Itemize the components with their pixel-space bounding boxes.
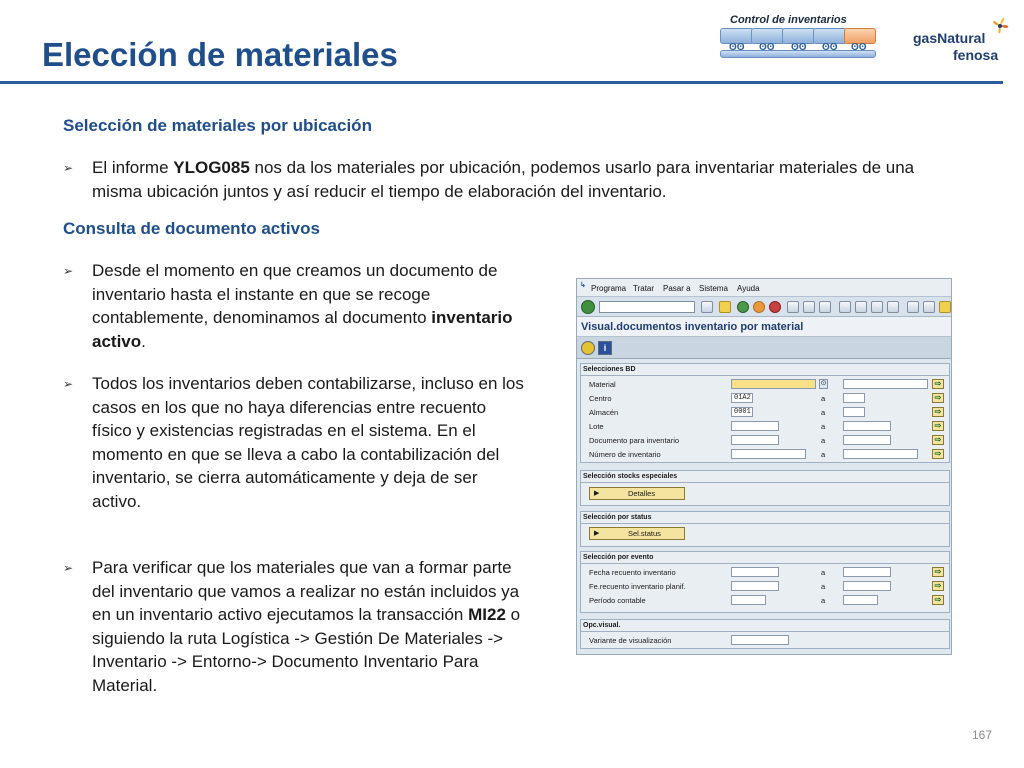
progress-icon: ʘʘ — [822, 42, 838, 53]
bullet-arrow-icon: ➢ — [63, 561, 74, 575]
shortcut-icon[interactable] — [923, 301, 935, 313]
new-session-icon[interactable] — [907, 301, 919, 313]
page-number: 167 — [972, 728, 993, 742]
previous-page-icon[interactable] — [855, 301, 867, 313]
group-title: Selecciones BD — [583, 366, 636, 373]
execute-icon[interactable] — [581, 341, 595, 355]
sap-menu-tratar[interactable]: Tratar — [633, 284, 655, 293]
section-heading-active-docs: Consulta de documento activos — [63, 219, 320, 238]
multiple-selection-icon[interactable]: ⇨ — [932, 421, 944, 431]
field-label-planned-count-date: Fe.recuento inventario planif. — [589, 582, 686, 591]
field-label-centro: Centro — [589, 394, 612, 403]
back-icon[interactable] — [737, 301, 749, 313]
group-event-selection — [580, 551, 950, 613]
sap-title-bar — [577, 317, 951, 337]
group-title: Selección por evento — [583, 554, 654, 561]
centro-to-input[interactable] — [843, 393, 865, 403]
group-display-options — [580, 619, 950, 649]
first-page-icon[interactable] — [839, 301, 851, 313]
progress-icon: ʘʘ — [851, 42, 867, 53]
sap-menu-programa[interactable]: Programa — [591, 284, 627, 293]
sap-menu-ayuda[interactable]: Ayuda — [737, 284, 760, 293]
bullet-arrow-icon: ➢ — [63, 377, 74, 391]
bullet-active-inventory — [63, 259, 533, 353]
centro-from-input[interactable]: 01A2 — [731, 393, 753, 403]
sap-menu-pasar-a[interactable]: Pasar a — [663, 284, 691, 293]
field-label-material: Material — [589, 380, 616, 389]
command-field[interactable] — [599, 301, 695, 313]
range-to-label: a — [821, 596, 826, 605]
multiple-selection-icon[interactable]: ⇨ — [932, 449, 944, 459]
inventory-document-from-input[interactable] — [731, 435, 779, 445]
range-to-label: a — [821, 450, 826, 459]
details-button[interactable] — [589, 487, 685, 500]
status-selection-button[interactable] — [589, 527, 685, 540]
sap-standard-toolbar — [577, 297, 951, 317]
progress-icon: ʘʘ — [729, 42, 745, 53]
logo-text-line2: fenosa — [953, 47, 999, 63]
multiple-selection-icon[interactable]: ⇨ — [932, 595, 944, 605]
field-label-inventory-document: Documento para inventario — [589, 436, 680, 445]
group-special-stocks — [580, 470, 950, 506]
lote-from-input[interactable] — [731, 421, 779, 431]
group-divider — [581, 563, 949, 564]
group-divider — [581, 375, 949, 376]
almacen-to-input[interactable] — [843, 407, 865, 417]
sap-application-toolbar — [577, 337, 951, 359]
inventory-number-from-input[interactable] — [731, 449, 806, 459]
multiple-selection-icon[interactable]: ⇨ — [932, 581, 944, 591]
bullet-text: Desde el momento en que creamos un documento de inventario hasta el instante en que se recoge contablemente, denominamos al documento inventario activo. — [92, 261, 513, 351]
field-label-count-date: Fecha recuento inventario — [589, 568, 676, 577]
logo-text-line1: gasNatural — [913, 30, 986, 46]
range-to-label: a — [821, 582, 826, 591]
group-divider — [581, 631, 949, 632]
planned-count-date-from-input[interactable] — [731, 581, 779, 591]
expand-icon: ▶ — [594, 490, 600, 497]
sap-logo-icon: ↳ — [580, 282, 586, 289]
field-label-almacen: Almacén — [589, 408, 619, 417]
slide-title: Elección de materiales — [42, 36, 398, 73]
bullet-arrow-icon: ➢ — [63, 264, 74, 278]
range-to-label: a — [821, 436, 826, 445]
range-to-label: a — [821, 408, 826, 417]
info-icon[interactable]: i — [598, 341, 612, 355]
bullet-ylog085 — [63, 156, 943, 203]
expand-icon: ▶ — [594, 530, 600, 537]
section-heading-location: Selección de materiales por ubicación — [63, 116, 372, 135]
field-label-lote: Lote — [589, 422, 604, 431]
company-logo — [913, 16, 1009, 64]
next-page-icon[interactable] — [871, 301, 883, 313]
dropdown-icon[interactable] — [701, 301, 713, 313]
fiscal-period-from-input[interactable] — [731, 595, 766, 605]
bullet-text: El informe YLOG085 nos da los materiales por ubicación, podemos usarlo para inventariar materiales de una misma ubicación juntos y así reducir el tiempo de elaboración del inventario. — [92, 158, 915, 201]
sap-screen-title: Visual.documentos inventario por material — [581, 321, 804, 333]
flower-icon — [987, 12, 1013, 38]
exit-icon[interactable] — [753, 301, 765, 313]
bullet-mi22 — [63, 556, 533, 697]
bullet-text: Todos los inventarios deben contabilizarse, incluso en los casos en los que no haya diferencias entre recuento físico y existencias registradas en el sistema. En el momento en que se lleva a cabo la contabilización del inventario, se cierra automáticamente y deja de ser activo. — [92, 374, 524, 511]
field-label-inventory-number: Número de inventario — [589, 450, 661, 459]
inventory-document-to-input[interactable] — [843, 435, 891, 445]
last-page-icon[interactable] — [887, 301, 899, 313]
range-to-label: a — [821, 394, 826, 403]
details-button-label: Detalles — [628, 489, 656, 498]
multiple-selection-icon[interactable]: ⇨ — [932, 435, 944, 445]
group-db-selections — [580, 363, 950, 463]
multiple-selection-icon[interactable]: ⇨ — [932, 379, 944, 389]
group-divider — [581, 482, 949, 483]
title-divider — [0, 81, 1003, 84]
find-next-icon[interactable] — [819, 301, 831, 313]
multiple-selection-icon[interactable]: ⇨ — [932, 567, 944, 577]
count-date-to-input[interactable] — [843, 567, 891, 577]
group-title: Selección stocks especiales — [583, 473, 678, 480]
sap-menu-sistema[interactable]: Sistema — [699, 284, 728, 293]
range-to-label: a — [821, 568, 826, 577]
bullet-post-inventories — [63, 372, 528, 513]
group-divider — [581, 523, 949, 524]
enter-icon[interactable] — [581, 300, 595, 314]
bullet-text: Para verificar que los materiales que van a formar parte del inventario que vamos a realizar no están incluidos ya en un inventario activo ejecutamos la transacción MI22 o siguiendo la ruta Logística -> Gestión De Materiales -> Inventario -> Entorno-> Documento Inventario Para Material. — [92, 558, 521, 695]
status-selection-button-label: Sel.status — [628, 529, 661, 538]
matchcode-icon[interactable]: ⊙ — [820, 380, 827, 387]
lote-to-input[interactable] — [843, 421, 891, 431]
group-status-selection — [580, 511, 950, 547]
progress-indicator — [720, 28, 876, 62]
display-variant-input[interactable] — [731, 635, 789, 645]
multiple-selection-icon[interactable]: ⇨ — [932, 393, 944, 403]
progress-icon: ʘʘ — [791, 42, 807, 53]
count-date-from-input[interactable] — [731, 567, 779, 577]
progress-caption: Control de inventarios — [730, 14, 847, 26]
group-title: Opc.visual. — [583, 622, 621, 629]
material-to-input[interactable] — [843, 379, 928, 389]
planned-count-date-to-input[interactable] — [843, 581, 891, 591]
sap-screenshot — [576, 278, 952, 655]
cancel-icon[interactable] — [769, 301, 781, 313]
group-title: Selección por status — [583, 514, 652, 521]
material-from-input[interactable] — [731, 379, 816, 389]
find-icon[interactable] — [803, 301, 815, 313]
fiscal-period-to-input[interactable] — [843, 595, 878, 605]
field-label-fiscal-period: Período contable — [589, 596, 646, 605]
print-icon[interactable] — [787, 301, 799, 313]
sap-menu-bar — [577, 279, 951, 297]
bullet-arrow-icon: ➢ — [63, 161, 74, 175]
save-icon[interactable] — [719, 301, 731, 313]
multiple-selection-icon[interactable]: ⇨ — [932, 407, 944, 417]
range-to-label: a — [821, 422, 826, 431]
progress-icon: ʘʘ — [759, 42, 775, 53]
help-icon[interactable] — [939, 301, 951, 313]
field-label-display-variant: Variante de visualización — [589, 636, 672, 645]
almacen-from-input[interactable]: 0001 — [731, 407, 753, 417]
inventory-number-to-input[interactable] — [843, 449, 918, 459]
